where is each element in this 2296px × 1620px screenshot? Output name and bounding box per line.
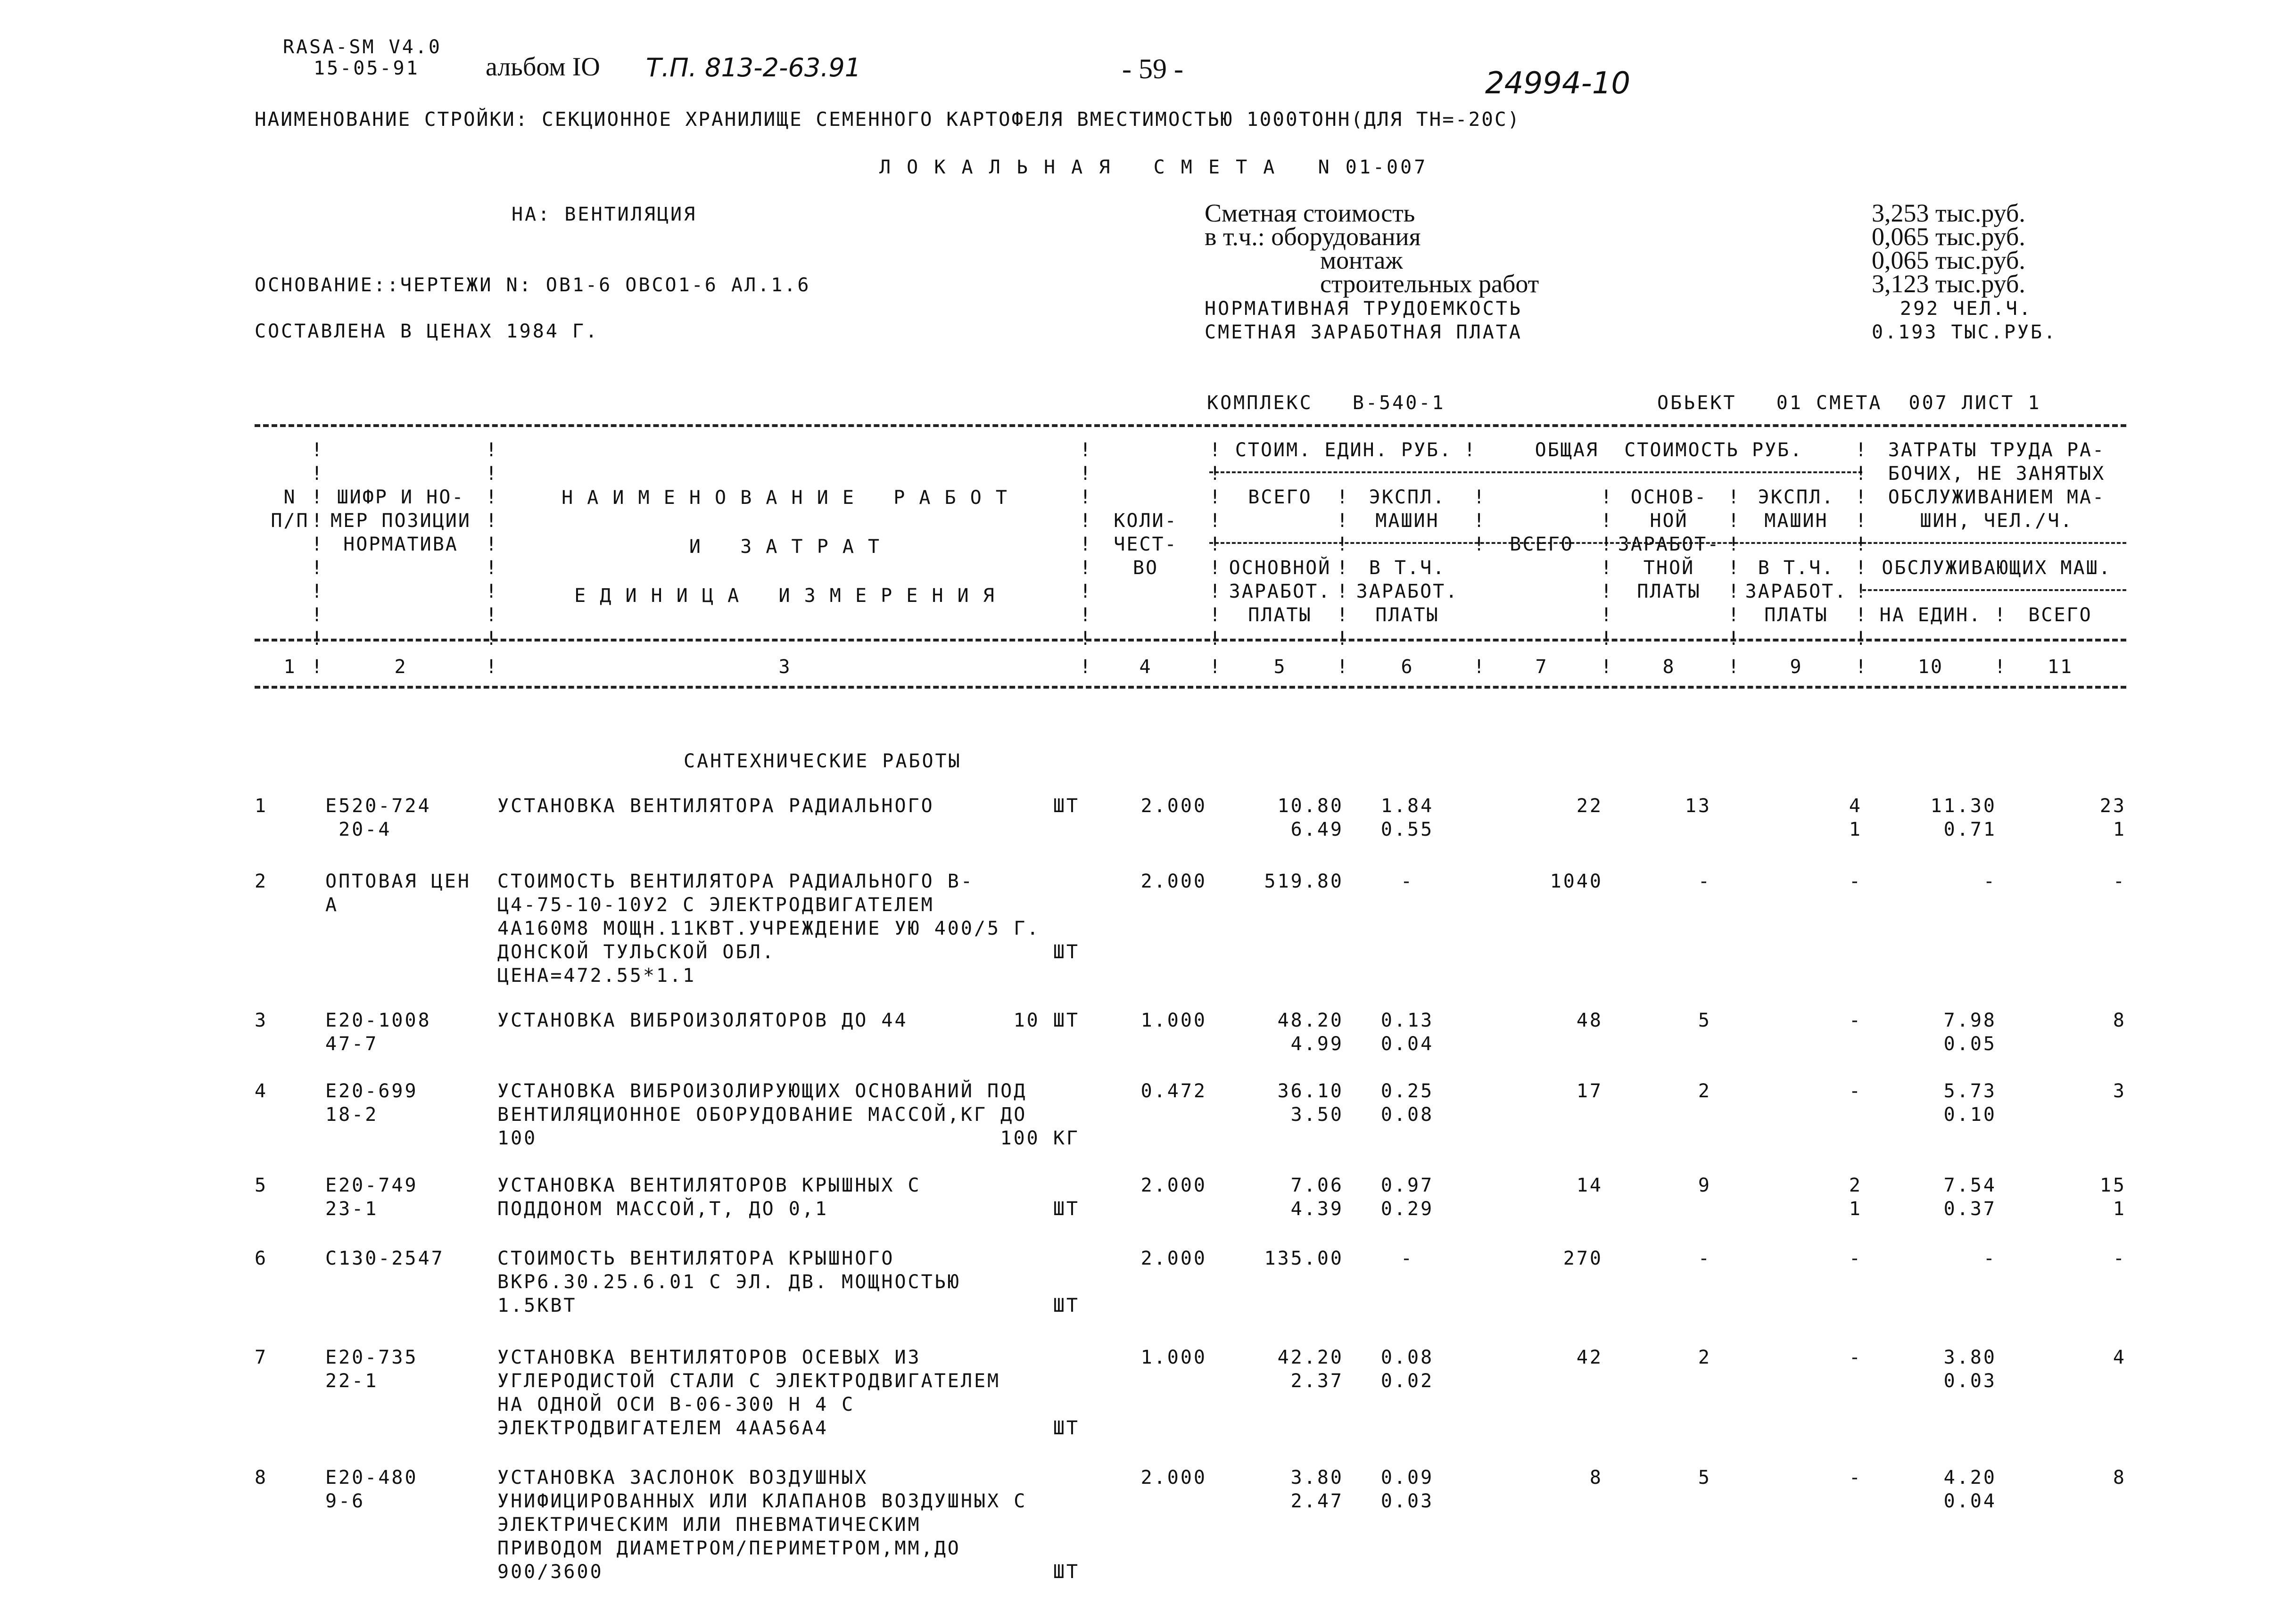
row-total: 22 xyxy=(1576,795,1603,817)
separator-column-7: ! ! ! ! ! ! ! xyxy=(1601,486,1612,650)
cost-value-wages: 0.193 ТЫС.РУБ. xyxy=(1872,321,2057,343)
row-description: УСТАНОВКА ВЕНТИЛЯТОРА РАДИАЛЬНОГО xyxy=(497,795,934,817)
row-wages: 13 xyxy=(1685,795,1711,817)
col-header-9a: ЭКСПЛ. МАШИН xyxy=(1758,486,1835,532)
col-header-quantity: КОЛИ- ЧЕСТ- ВО xyxy=(1114,510,1178,579)
row-number: 1 xyxy=(255,795,268,817)
row-total: 8 xyxy=(1589,1467,1603,1488)
row-labor-total: 15 1 xyxy=(2099,1175,2126,1220)
smeta-subject: НА: ВЕНТИЛЯЦИЯ xyxy=(512,204,697,225)
row-unit-cost-machines: - xyxy=(1400,1248,1414,1269)
row-total: 1040 xyxy=(1550,871,1603,892)
row-code: Е20-1008 47-7 xyxy=(325,1010,431,1055)
date-label: 15-05-91 xyxy=(314,58,420,79)
separator-column-2: ! ! ! ! ! ! ! ! ! xyxy=(1080,439,1091,650)
separator-column-0: ! ! ! ! ! ! ! ! ! xyxy=(311,439,323,650)
row-unit-cost-machines: 0.13 0.04 xyxy=(1380,1010,1434,1055)
table-top-rule xyxy=(255,424,2126,427)
row-unit-cost-total: 3.80 2.47 xyxy=(1290,1467,1344,1512)
row-unit: ШТ xyxy=(1053,941,1080,963)
col-header-6a: ЭКСПЛ. МАШИН xyxy=(1369,486,1446,532)
header-inner-rule-4 xyxy=(1862,589,2126,591)
number-separator-2: ! xyxy=(1080,656,1091,678)
number-separator-7: ! xyxy=(1728,656,1740,678)
col-header-5a: ВСЕГО xyxy=(1248,486,1312,508)
row-quantity: 2.000 xyxy=(1140,1248,1207,1269)
row-wages: 9 xyxy=(1698,1175,1711,1196)
row-code: Е20-480 9-6 xyxy=(325,1467,418,1512)
col-header-code: ШИФР И НО- МЕР ПОЗИЦИИ НОРМАТИВА xyxy=(330,486,471,555)
col-header-labor-machines: ОБСЛУЖИВАЮЩИХ МАШ. xyxy=(1882,557,2112,579)
row-wages: 5 xyxy=(1698,1467,1711,1488)
row-number: 7 xyxy=(255,1347,268,1368)
cost-value-total: 3,253 тыс.руб. xyxy=(1872,199,2025,227)
row-machines: - xyxy=(1849,1467,1862,1488)
basis-line: ОСНОВАНИЕ::ЧЕРТЕЖИ N: ОВ1-6 ОВСО1-6 АЛ.1.6 xyxy=(255,274,811,296)
row-code: Е520-724 20-4 xyxy=(325,795,431,840)
col-number-7: 7 xyxy=(1535,656,1548,678)
col-header-10: НА ЕДИН. xyxy=(1879,604,1982,626)
row-number: 6 xyxy=(255,1248,268,1269)
row-unit-cost-total: 519.80 xyxy=(1264,871,1344,892)
col-number-2: 2 xyxy=(394,656,407,678)
col-number-5: 5 xyxy=(1273,656,1287,678)
header-inner-rule-3 xyxy=(1862,542,2126,544)
row-number: 8 xyxy=(255,1467,268,1488)
row-number: 2 xyxy=(255,871,268,892)
cost-label-construction: строительных работ xyxy=(1320,270,1539,298)
row-machines: - xyxy=(1849,1010,1862,1031)
row-labor-total: 3 xyxy=(2113,1080,2126,1102)
header-bottom-rule xyxy=(255,639,2126,641)
row-labor-total: 4 xyxy=(2113,1347,2126,1368)
row-unit: ШТ xyxy=(1053,1417,1080,1439)
row-unit-cost-machines: 0.08 0.02 xyxy=(1380,1347,1434,1392)
row-unit-cost-machines: - xyxy=(1400,871,1414,892)
row-unit-cost-machines: 1.84 0.55 xyxy=(1380,795,1434,840)
row-labor-total: 8 xyxy=(2113,1467,2126,1488)
row-wages: 2 xyxy=(1698,1347,1711,1368)
row-wages: 2 xyxy=(1698,1080,1711,1102)
row-labor-per-unit: 5.73 0.10 xyxy=(1943,1080,1997,1126)
number-separator-3: ! xyxy=(1209,656,1221,678)
row-unit-cost-total: 135.00 xyxy=(1264,1248,1344,1269)
row-description: СТОИМОСТЬ ВЕНТИЛЯТОРА КРЫШНОГО ВКР6.30.25.6.01 С ЭЛ. ДВ. МОЩНОСТЬЮ 1.5КВТ xyxy=(497,1248,961,1316)
row-machines: 4 1 xyxy=(1849,795,1862,840)
col-header-9b: В Т.Ч. ЗАРАБОТ. ПЛАТЫ xyxy=(1745,557,1848,626)
complex-line: КОМПЛЕКС В-540-1 xyxy=(1207,392,1445,414)
col-header-number: N П/П xyxy=(271,486,309,532)
col-header-6b: В Т.Ч. ЗАРАБОТ. ПЛАТЫ xyxy=(1356,557,1459,626)
number-separator-1: ! xyxy=(486,656,497,678)
row-wages: - xyxy=(1698,1248,1711,1269)
col-header-11: ВСЕГО xyxy=(2028,604,2092,626)
cost-value-equipment: 0,065 тыс.руб. xyxy=(1872,222,2025,251)
col-header-total-cost: ОБЩАЯ СТОИМОСТЬ РУБ. xyxy=(1535,439,1803,461)
separator-column-8: ! ! ! ! ! ! ! xyxy=(1728,486,1740,650)
col-number-8: 8 xyxy=(1662,656,1676,678)
number-separator-9: ! xyxy=(1994,656,2006,678)
row-description: УСТАНОВКА ЗАСЛОНОК ВОЗДУШНЫХ УНИФИЦИРОВАННЫХ ИЛИ КЛАПАНОВ ВОЗДУШНЫХ С ЭЛЕКТРИЧЕСКИМ ИЛИ ПНЕВМАТИЧЕСКИМ ПРИВОДОМ ДИАМЕТРОМ/ПЕРИМЕТРОМ,ММ,ДО 900/3600 xyxy=(497,1467,1027,1583)
row-machines: - xyxy=(1849,1347,1862,1368)
col-number-6: 6 xyxy=(1401,656,1414,678)
row-unit: 10 ШТ xyxy=(1013,1010,1080,1031)
row-unit: 100 КГ xyxy=(1000,1127,1080,1149)
row-unit-cost-machines: 0.09 0.03 xyxy=(1380,1467,1434,1512)
col-number-3: 3 xyxy=(778,656,792,678)
row-total: 17 xyxy=(1576,1080,1603,1102)
cost-label-equipment: в т.ч.: оборудования xyxy=(1205,222,1421,251)
row-quantity: 2.000 xyxy=(1140,1175,1207,1196)
construction-title: НАИМЕНОВАНИЕ СТРОЙКИ: СЕКЦИОННОЕ ХРАНИЛИЩЕ СЕМЕННОГО КАРТОФЕЛЯ ВМЕСТИМОСТЬЮ 1000ТОНН(ДЛЯ ТН=-20С) xyxy=(255,108,1521,131)
row-wages: - xyxy=(1698,871,1711,892)
col-header-labor: ЗАТРАТЫ ТРУДА РА- БОЧИХ, НЕ ЗАНЯТЫХ ОБСЛУЖИВАНИЕМ МА- ШИН, ЧЕЛ./Ч. xyxy=(1888,439,2106,532)
row-quantity: 2.000 xyxy=(1140,795,1207,817)
row-wages: 5 xyxy=(1698,1010,1711,1031)
prices-year-line: СОСТАВЛЕНА В ЦЕНАХ 1984 Г. xyxy=(255,321,599,342)
row-machines: - xyxy=(1849,1080,1862,1102)
cost-value-installation: 0,065 тыс.руб. xyxy=(1872,246,2025,274)
row-machines: - xyxy=(1849,871,1862,892)
row-unit: ШТ xyxy=(1053,1295,1080,1316)
row-code: Е20-749 23-1 xyxy=(325,1175,418,1220)
row-labor-per-unit: 3.80 0.03 xyxy=(1943,1347,1997,1392)
col-number-11: 11 xyxy=(2047,656,2073,678)
row-quantity: 0.472 xyxy=(1140,1080,1207,1102)
separator-column-3: ! ! ! ! ! ! ! ! ! xyxy=(1209,439,1221,650)
cost-label-wages: СМЕТНАЯ ЗАРАБОТНАЯ ПЛАТА xyxy=(1205,321,1522,343)
col-number-9: 9 xyxy=(1790,656,1803,678)
row-unit: ШТ xyxy=(1053,795,1080,817)
row-number: 4 xyxy=(255,1080,268,1102)
separator-column-10: ! xyxy=(1994,604,2006,626)
col-header-name: Н А И М Е Н О В А Н И Е Р А Б О Т И З А Т Р А Т Е Д И Н И Ц А И З М Е Р Е Н И Я xyxy=(562,487,1008,607)
row-unit-cost-total: 36.10 3.50 xyxy=(1277,1080,1344,1126)
separator-column-9: ! xyxy=(1464,439,1476,461)
row-description: УСТАНОВКА ВИБРОИЗОЛЯТОРОВ ДО 44 xyxy=(497,1010,908,1031)
separator-column-5: ! ! ! ! ! ! ! xyxy=(1337,486,1348,650)
row-description: УСТАНОВКА ВИБРОИЗОЛИРУЮЩИХ ОСНОВАНИЙ ПОД ВЕНТИЛЯЦИОННОЕ ОБОРУДОВАНИЕ МАССОЙ,КГ ДО 100 xyxy=(497,1080,1027,1149)
row-unit-cost-total: 42.20 2.37 xyxy=(1277,1347,1344,1392)
row-number: 5 xyxy=(255,1175,268,1196)
row-labor-per-unit: - xyxy=(1983,871,1997,892)
row-quantity: 2.000 xyxy=(1140,1467,1207,1488)
tp-label: Т.П. 813-2-63.91 xyxy=(646,53,861,82)
row-quantity: 1.000 xyxy=(1140,1010,1207,1031)
row-labor-per-unit: 4.20 0.04 xyxy=(1943,1467,1997,1512)
row-unit-cost-total: 48.20 4.99 xyxy=(1277,1010,1344,1055)
row-unit-cost-total: 10.80 6.49 xyxy=(1277,795,1344,840)
section-title: САНТЕХНИЧЕСКИЕ РАБОТЫ xyxy=(684,750,962,772)
col-number-10: 10 xyxy=(1917,656,1944,678)
row-quantity: 1.000 xyxy=(1140,1347,1207,1368)
number-separator-4: ! xyxy=(1337,656,1348,678)
row-labor-total: - xyxy=(2113,871,2126,892)
row-quantity: 2.000 xyxy=(1140,871,1207,892)
row-labor-per-unit: - xyxy=(1983,1248,1997,1269)
row-labor-per-unit: 7.98 0.05 xyxy=(1943,1010,1997,1055)
number-separator-0: ! xyxy=(311,656,323,678)
col-number-4: 4 xyxy=(1139,656,1152,678)
row-unit-cost-total: 7.06 4.39 xyxy=(1290,1175,1344,1220)
numbers-bottom-rule xyxy=(255,686,2126,689)
document-number: 24994-10 xyxy=(1485,66,1631,101)
col-header-5b: ОСНОВНОЙ ЗАРАБОТ. ПЛАТЫ xyxy=(1229,557,1331,626)
row-labor-total: - xyxy=(2113,1248,2126,1269)
row-labor-total: 23 1 xyxy=(2099,795,2126,840)
object-line: ОБЬЕКТ 01 СМЕТА 007 ЛИСТ 1 xyxy=(1657,392,2041,414)
col-header-7: ВСЕГО xyxy=(1510,534,1574,555)
cost-label-total: Сметная стоимость xyxy=(1205,199,1415,227)
number-separator-8: ! xyxy=(1855,656,1867,678)
header-inner-rule-1 xyxy=(1209,471,1862,473)
row-description: СТОИМОСТЬ ВЕНТИЛЯТОРА РАДИАЛЬНОГО В- Ц4-75-10-10У2 С ЭЛЕКТРОДВИГАТЕЛЕМ 4А160М8 МОЩН.11КВТ.УЧРЕЖДЕНИЕ УЮ 400/5 Г. ДОНСКОЙ ТУЛЬСКОЙ ОБЛ. ЦЕНА=472.55*1.1 xyxy=(497,871,1041,987)
number-separator-6: ! xyxy=(1601,656,1612,678)
row-labor-per-unit: 7.54 0.37 xyxy=(1943,1175,1997,1220)
cost-label-installation: монтаж xyxy=(1320,246,1403,274)
row-code: Е20-735 22-1 xyxy=(325,1347,418,1392)
row-code: ОПТОВАЯ ЦЕН А xyxy=(325,871,471,916)
cost-value-labor: 292 ЧЕЛ.Ч. xyxy=(1900,298,2032,320)
cost-value-construction: 3,123 тыс.руб. xyxy=(1872,270,2025,298)
row-labor-total: 8 xyxy=(2113,1010,2126,1031)
row-description: УСТАНОВКА ВЕНТИЛЯТОРОВ КРЫШНЫХ С ПОДДОНОМ МАССОЙ,Т, ДО 0,1 xyxy=(497,1175,921,1220)
page-number: - 59 - xyxy=(1122,53,1183,84)
separator-column-6: ! ! ! xyxy=(1473,486,1485,555)
cost-label-labor: НОРМАТИВНАЯ ТРУДОЕМКОСТЬ xyxy=(1205,298,1522,320)
row-number: 3 xyxy=(255,1010,268,1031)
row-total: 270 xyxy=(1563,1248,1603,1269)
row-unit-cost-machines: 0.97 0.29 xyxy=(1380,1175,1434,1220)
col-header-unit-cost: СТОИМ. ЕДИН. РУБ. xyxy=(1235,439,1453,461)
row-total: 42 xyxy=(1576,1347,1603,1368)
album-label: альбом IO xyxy=(486,52,600,82)
row-machines: 2 1 xyxy=(1849,1175,1862,1220)
row-unit: ШТ xyxy=(1053,1561,1080,1583)
col-number-1: 1 xyxy=(283,656,297,678)
col-header-8: ОСНОВ- НОЙ ЗАРАБОТ- ТНОЙ ПЛАТЫ xyxy=(1618,486,1720,602)
separator-column-4: ! ! ! ! ! ! ! ! ! xyxy=(1855,439,1867,650)
separator-column-1: ! ! ! ! ! ! ! ! ! xyxy=(486,439,497,650)
row-machines: - xyxy=(1849,1248,1862,1269)
row-labor-per-unit: 11.30 0.71 xyxy=(1930,795,1997,840)
number-separator-5: ! xyxy=(1473,656,1485,678)
row-code: С130-2547 xyxy=(325,1248,445,1269)
row-unit: ШТ xyxy=(1053,1198,1080,1220)
smeta-title: Л О К А Л Ь Н А Я С М Е Т А N 01-007 xyxy=(879,156,1428,178)
row-total: 14 xyxy=(1576,1175,1603,1196)
row-description: УСТАНОВКА ВЕНТИЛЯТОРОВ ОСЕВЫХ ИЗ УГЛЕРОДИСТОЙ СТАЛИ С ЭЛЕКТРОДВИГАТЕЛЕМ НА ОДНОЙ ОСИ В-06-300 Н 4 С ЭЛЕКТРОДВИГАТЕЛЕМ 4АА56А4 xyxy=(497,1347,1001,1439)
row-unit-cost-machines: 0.25 0.08 xyxy=(1380,1080,1434,1126)
program-label: RASA-SM V4.0 xyxy=(283,36,442,58)
row-total: 48 xyxy=(1576,1010,1603,1031)
row-code: Е20-699 18-2 xyxy=(325,1080,418,1126)
